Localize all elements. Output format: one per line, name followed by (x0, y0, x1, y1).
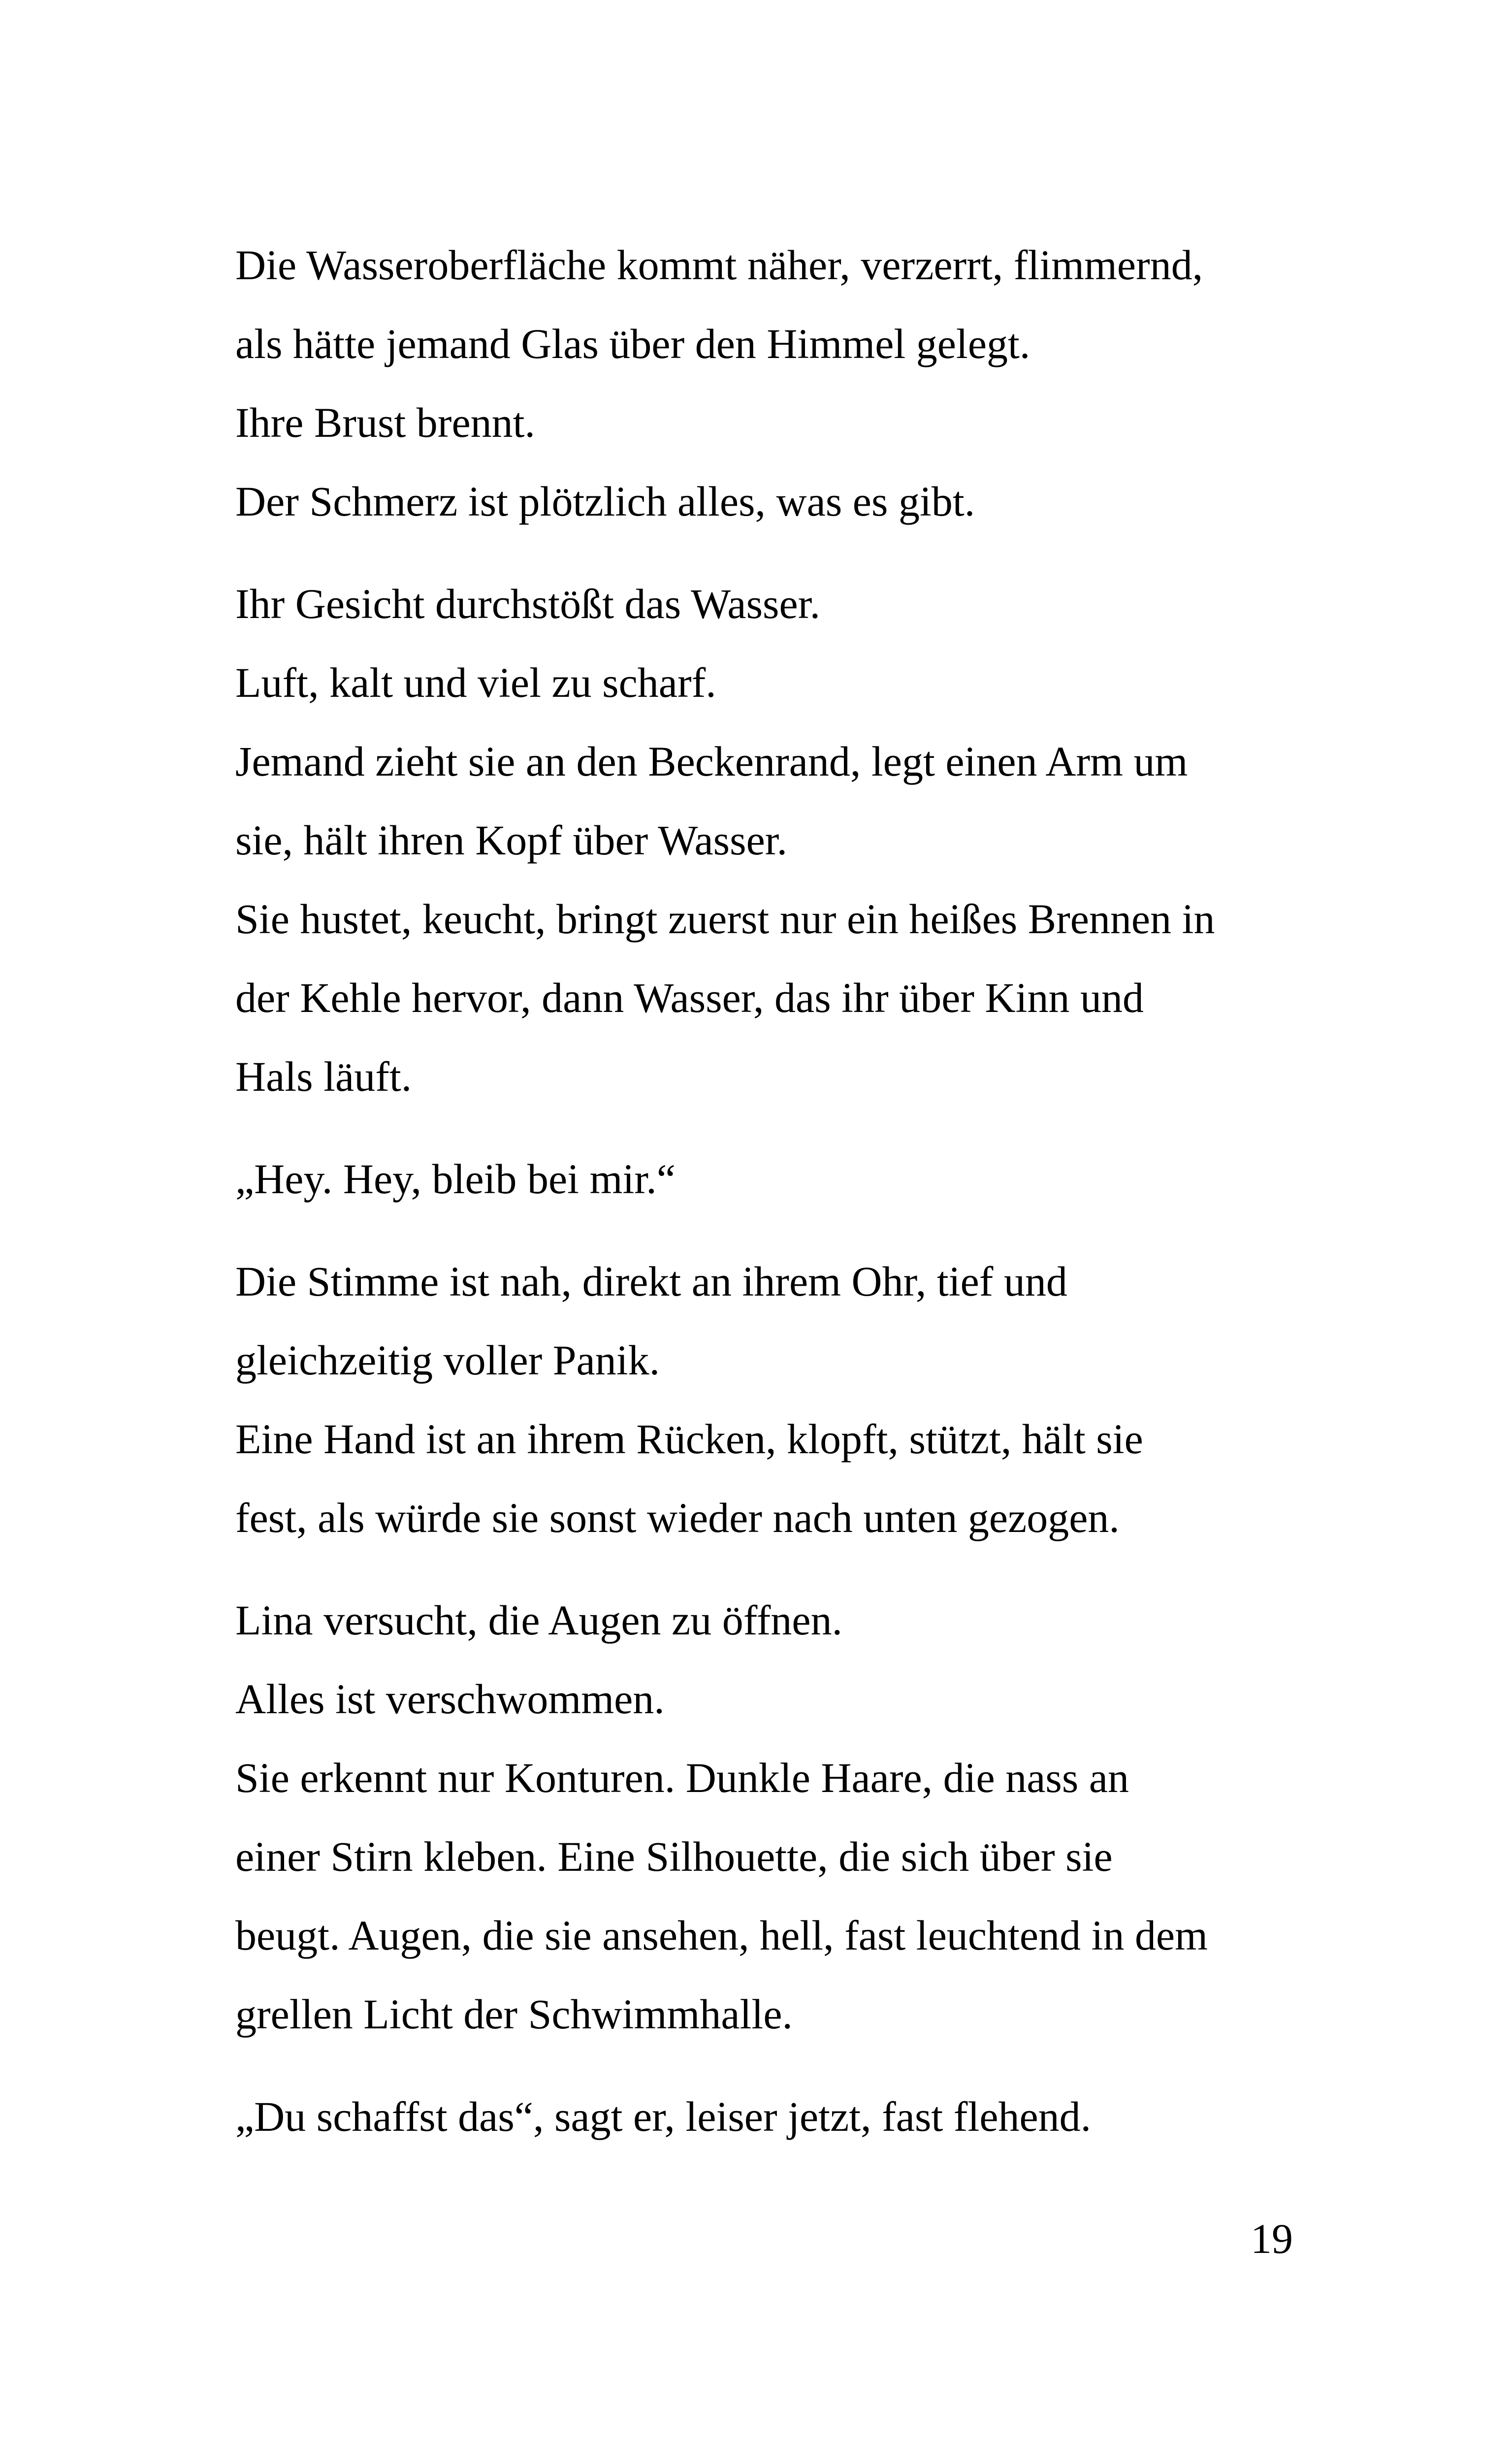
body-text (235, 226, 1299, 2156)
text-line: Hals läuft. (235, 1053, 412, 1100)
text-line: „Hey. Hey, bleib bei mir.“ (235, 1155, 676, 1203)
text-line: „Du schaffst das“, sagt er, leiser jetzt, fast flehend. (235, 2093, 1092, 2140)
text-line: Alles ist verschwommen. (235, 1675, 665, 1723)
text-line: beugt. Augen, die sie ansehen, hell, fast leuchtend in dem (235, 1912, 1208, 1959)
text-line: Die Stimme ist nah, direkt an ihrem Ohr, tief und (235, 1258, 1067, 1305)
text-line: fest, als würde sie sonst wieder nach unten gezogen. (235, 1494, 1120, 1541)
paragraph-2 (235, 564, 1299, 1116)
text-line: Sie erkennt nur Konturen. Dunkle Haare, die nass an (235, 1754, 1129, 1801)
paragraph-6 (235, 2077, 1299, 2156)
text-line: grellen Licht der Schwimmhalle. (235, 1990, 793, 2038)
text-line: Ihr Gesicht durchstößt das Wasser. (235, 580, 821, 627)
text-line: der Kehle hervor, dann Wasser, das ihr über Kinn und (235, 974, 1144, 1021)
text-line: Jemand zieht sie an den Beckenrand, legt einen Arm um (235, 738, 1188, 785)
paragraph-5 (235, 1581, 1299, 2053)
paragraph-3 (235, 1140, 1299, 1218)
text-line: Luft, kalt und viel zu scharf. (235, 659, 716, 706)
text-line: Eine Hand ist an ihrem Rücken, klopft, stützt, hält sie (235, 1415, 1143, 1463)
text-line: einer Stirn kleben. Eine Silhouette, die sich über sie (235, 1833, 1113, 1880)
text-line: Lina versucht, die Augen zu öffnen. (235, 1596, 843, 1644)
paragraph-4 (235, 1242, 1299, 1557)
text-line: gleichzeitig voller Panik. (235, 1336, 660, 1384)
text-line: sie, hält ihren Kopf über Wasser. (235, 816, 788, 864)
text-line: Der Schmerz ist plötzlich alles, was es gibt. (235, 478, 975, 525)
paragraph-1 (235, 226, 1299, 541)
text-line: Die Wasseroberfläche kommt näher, verzerrt, flimmernd, (235, 241, 1203, 289)
text-line: Ihre Brust brennt. (235, 399, 536, 446)
text-line: als hätte jemand Glas über den Himmel gelegt. (235, 320, 1030, 367)
text-line: Sie hustet, keucht, bringt zuerst nur ein heißes Brennen in (235, 895, 1215, 943)
page-number: 19 (1251, 2215, 1293, 2262)
